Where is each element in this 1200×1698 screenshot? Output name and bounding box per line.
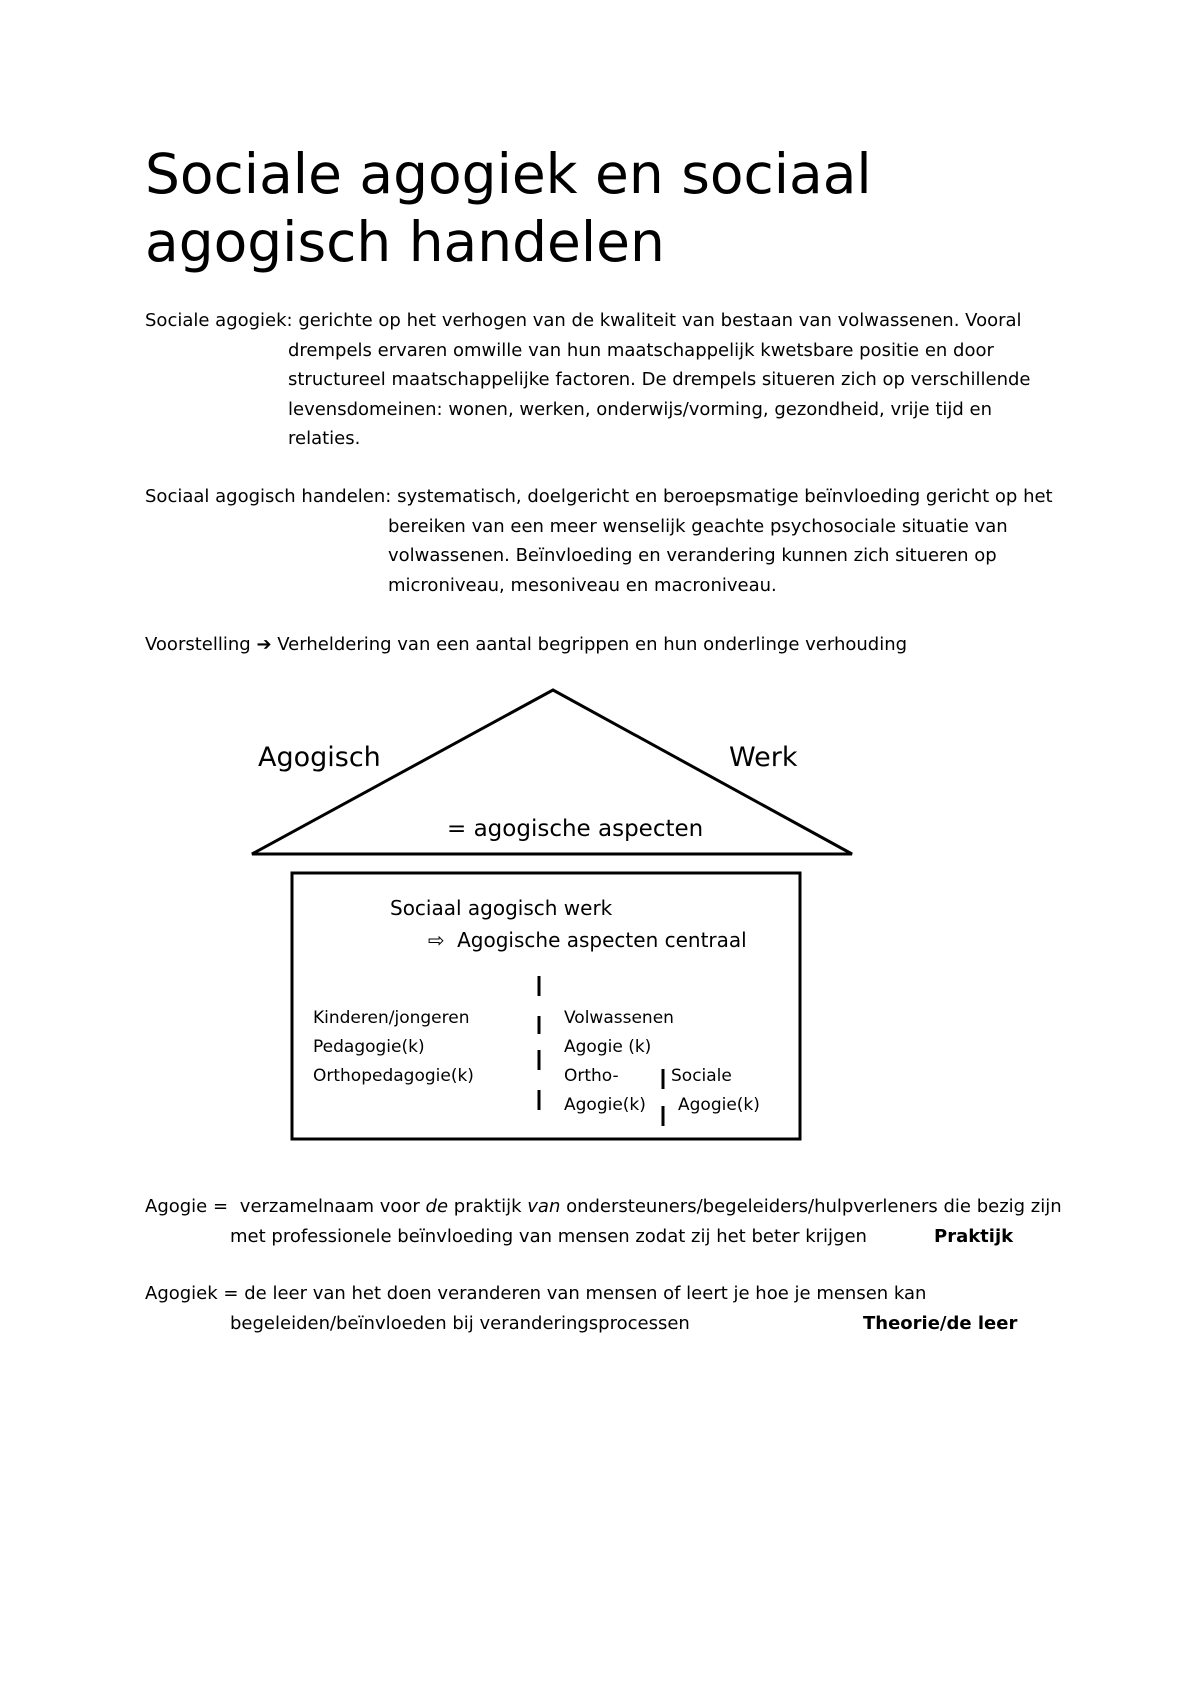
definition-line: gerichte op het verhogen van de kwaliteit van bestaan van volwassenen. Vooral: [298, 310, 1022, 331]
column-item: Volwassenen: [564, 1008, 674, 1028]
definition-line: levensdomeinen: wonen, werken, onderwijs/vorming, gezondheid, vrije tijd en: [288, 398, 993, 420]
column-children: [313, 1004, 474, 1091]
arrow-right-icon: ➔: [256, 634, 272, 655]
column-item: Agogie(k): [678, 1095, 760, 1115]
text-fragment-italic: de: [425, 1196, 449, 1217]
definition-line: bereiken van een meer wenselijk geachte psychosociale situatie van: [388, 515, 1008, 537]
definition-line: volwassenen. Beïnvloeding en verandering kunnen zich situeren op: [388, 545, 997, 566]
definition-line: relaties.: [288, 428, 361, 449]
definition-line: drempels ervaren omwille van hun maatschappelijk kwetsbare positie en door: [288, 339, 994, 361]
definition-term: Agogie =: [145, 1196, 229, 1217]
column-item: Kinderen/jongeren: [313, 1008, 470, 1028]
definition-agogie: [145, 1192, 1095, 1251]
voorstelling-text: Verheldering van een aantal begrippen en hun onderlinge verhouding: [277, 634, 908, 655]
box-subtitle: Agogische aspecten centraal: [457, 928, 747, 952]
text-fragment: ondersteuners/begeleiders/hulpverleners die bezig zijn: [560, 1196, 1062, 1217]
definition-term: Agogiek =: [145, 1283, 239, 1304]
text-fragment: praktijk: [448, 1196, 528, 1217]
definition-line: structureel maatschappelijke factoren. De drempels situeren zich op verschillende: [288, 369, 1031, 390]
category-tag: Theorie/de leer: [863, 1312, 1018, 1334]
definition-line: begeleiden/beïnvloeden bij veranderingsprocessen: [230, 1312, 690, 1334]
column-item: Ortho-: [564, 1066, 619, 1086]
column-item: Pedagogie(k): [313, 1037, 425, 1057]
voorstelling-term: Voorstelling: [145, 634, 251, 655]
column-item: Orthopedagogie(k): [313, 1066, 474, 1086]
roof-label-left: Agogisch: [258, 742, 381, 773]
column-item: Sociale: [671, 1066, 732, 1086]
column-adults: [564, 1004, 674, 1120]
definition-line: systematisch, doelgericht en beroepsmatige beïnvloeding gericht op het: [397, 486, 1053, 507]
roof-label-right: Werk: [729, 742, 798, 773]
column-item: Agogie (k): [564, 1037, 652, 1057]
roof-label-center: = agogische aspecten: [447, 816, 704, 842]
page-title: Sociale agogiek en sociaal agogisch handelen: [145, 142, 872, 274]
definition-term: Sociale agogiek:: [145, 310, 293, 331]
definition-term: Sociaal agogisch handelen:: [145, 486, 392, 507]
category-tag: Praktijk: [934, 1225, 1014, 1247]
column-item: Agogie(k): [564, 1095, 646, 1115]
box-title: Sociaal agogisch werk: [390, 896, 613, 920]
definition-line: de leer van het doen veranderen van mensen of leert je hoe je mensen kan: [244, 1283, 927, 1304]
hollow-arrow-icon: ⇨: [428, 928, 445, 952]
text-fragment: verzamelnaam voor: [239, 1196, 426, 1217]
definition-line: met professionele beïnvloeding van mensen zodat zij het beter krijgen: [230, 1225, 867, 1247]
column-social: [671, 1062, 760, 1120]
definition-agogiek: [145, 1279, 1095, 1338]
definition-line: microniveau, mesoniveau en macroniveau.: [388, 574, 777, 596]
text-fragment-italic: van: [527, 1196, 561, 1217]
